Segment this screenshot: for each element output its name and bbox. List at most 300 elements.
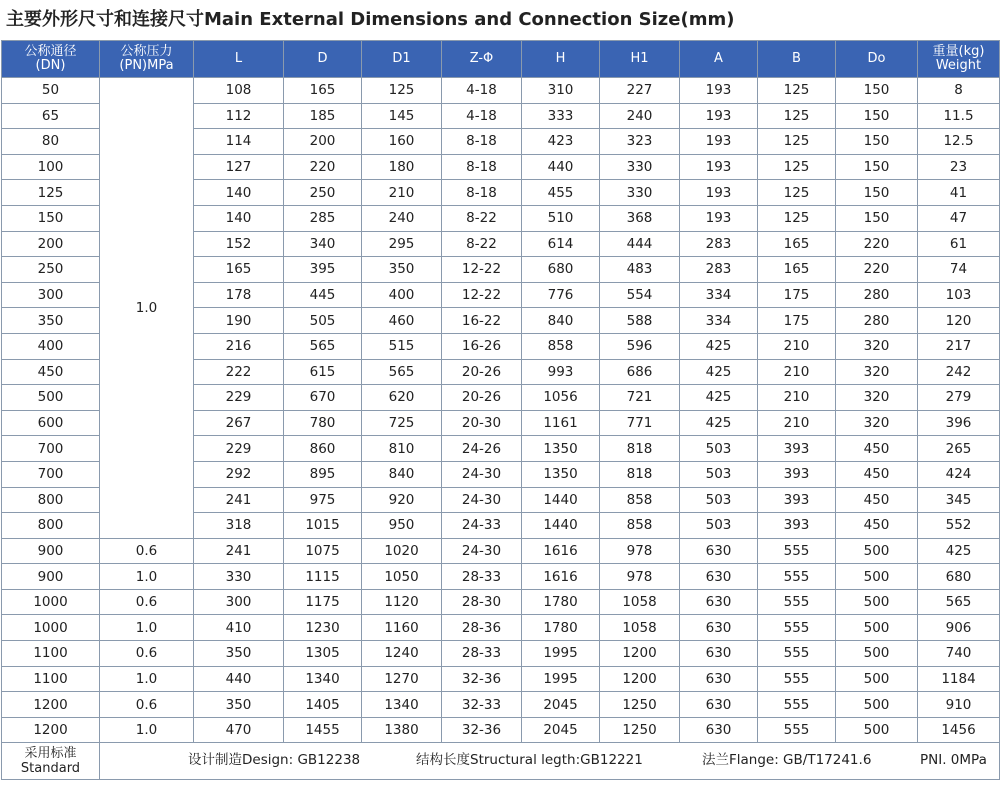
column-header-line: 重量(kg): [932, 44, 985, 59]
table-cell: 450: [836, 513, 918, 539]
table-cell: 222: [194, 359, 284, 385]
table-cell: 596: [600, 333, 680, 359]
table-cell: 334: [680, 308, 758, 334]
table-cell: 503: [680, 513, 758, 539]
table-row: [2, 615, 1000, 641]
table-cell: 1120: [362, 589, 442, 615]
table-cell: 1200: [600, 666, 680, 692]
table-cell: 1440: [522, 487, 600, 513]
table-cell: 320: [836, 359, 918, 385]
table-cell: 8: [918, 78, 1000, 104]
table-cell: 152: [194, 231, 284, 257]
table-cell: 840: [362, 461, 442, 487]
table-cell: 103: [918, 282, 1000, 308]
table-cell: 920: [362, 487, 442, 513]
table-cell: 740: [918, 641, 1000, 667]
table-cell: 450: [836, 436, 918, 462]
table-cell: 345: [918, 487, 1000, 513]
table-cell: 350: [362, 257, 442, 283]
table-cell: 125: [758, 180, 836, 206]
table-cell: 24-30: [442, 538, 522, 564]
table-cell: 1250: [600, 692, 680, 718]
table-cell: 125: [2, 180, 100, 206]
table-cell: 241: [194, 538, 284, 564]
table-cell: 12-22: [442, 257, 522, 283]
table-cell: 450: [836, 487, 918, 513]
column-header-line: H1: [630, 51, 649, 66]
table-cell: 28-33: [442, 564, 522, 590]
table-cell: 229: [194, 436, 284, 462]
table-cell: 24-26: [442, 436, 522, 462]
table-cell: 175: [758, 282, 836, 308]
table-cell: 108: [194, 78, 284, 104]
table-cell: 505: [284, 308, 362, 334]
column-header: [600, 41, 680, 78]
table-cell: 1050: [362, 564, 442, 590]
table-cell: 1250: [600, 717, 680, 743]
table-cell: 165: [758, 257, 836, 283]
table-row: [2, 589, 1000, 615]
table-cell: 858: [600, 487, 680, 513]
table-cell: 500: [836, 717, 918, 743]
standard-label-cn: 采用标准: [24, 746, 77, 762]
table-cell: 80: [2, 129, 100, 155]
table-cell: 1440: [522, 513, 600, 539]
table-cell: 470: [194, 717, 284, 743]
column-header-line: (DN): [35, 58, 66, 73]
table-cell: 500: [836, 538, 918, 564]
table-cell: 500: [836, 666, 918, 692]
table-cell: 500: [836, 641, 918, 667]
table-cell: 333: [522, 103, 600, 129]
table-cell: 503: [680, 461, 758, 487]
table-cell: 1115: [284, 564, 362, 590]
table-cell: 330: [194, 564, 284, 590]
table-cell: 32-36: [442, 666, 522, 692]
column-header: [362, 41, 442, 78]
table-cell: 50: [2, 78, 100, 104]
column-header-line: 公称通径: [24, 44, 77, 59]
table-cell: 23: [918, 154, 1000, 180]
table-cell: 725: [362, 410, 442, 436]
table-cell: 1350: [522, 461, 600, 487]
table-cell: 910: [918, 692, 1000, 718]
table-cell: 178: [194, 282, 284, 308]
table-cell: 20-26: [442, 385, 522, 411]
table-cell: 267: [194, 410, 284, 436]
table-cell: 323: [600, 129, 680, 155]
table-cell: 285: [284, 205, 362, 231]
table-cell: 1015: [284, 513, 362, 539]
table-cell: 1240: [362, 641, 442, 667]
table-cell: 74: [918, 257, 1000, 283]
table-cell: 555: [758, 641, 836, 667]
column-header: [836, 41, 918, 78]
table-cell: 32-33: [442, 692, 522, 718]
table-cell: 1780: [522, 615, 600, 641]
table-cell: 283: [680, 257, 758, 283]
column-header: [522, 41, 600, 78]
table-cell: 300: [2, 282, 100, 308]
table-cell: 630: [680, 538, 758, 564]
table-cell: 61: [918, 231, 1000, 257]
table-cell: 630: [680, 564, 758, 590]
column-header: [758, 41, 836, 78]
table-cell: 0.6: [100, 692, 194, 718]
table-cell: 125: [758, 129, 836, 155]
table-cell: 555: [758, 589, 836, 615]
table-cell: 780: [284, 410, 362, 436]
table-cell: 193: [680, 103, 758, 129]
table-cell: 340: [284, 231, 362, 257]
table-cell: 425: [680, 359, 758, 385]
table-cell: 1020: [362, 538, 442, 564]
table-cell: 630: [680, 589, 758, 615]
table-cell: 1340: [362, 692, 442, 718]
table-cell: 500: [836, 564, 918, 590]
dimensions-table: [1, 40, 1000, 780]
table-cell: 425: [918, 538, 1000, 564]
table-cell: 630: [680, 641, 758, 667]
table-cell: 630: [680, 615, 758, 641]
column-header-line: (PN)MPa: [119, 58, 174, 73]
table-cell: 858: [522, 333, 600, 359]
table-row: [2, 692, 1000, 718]
table-cell: 16-26: [442, 333, 522, 359]
table-row: [2, 538, 1000, 564]
table-cell: 620: [362, 385, 442, 411]
table-cell: 1100: [2, 666, 100, 692]
table-cell: 185: [284, 103, 362, 129]
table-cell: 125: [758, 103, 836, 129]
table-cell: 700: [2, 436, 100, 462]
table-cell: 279: [918, 385, 1000, 411]
table-cell: 180: [362, 154, 442, 180]
table-cell: 503: [680, 436, 758, 462]
table-cell: 220: [836, 257, 918, 283]
table-cell: 28-33: [442, 641, 522, 667]
table-body: [2, 78, 1000, 743]
table-cell: 165: [194, 257, 284, 283]
table-cell: 900: [2, 538, 100, 564]
table-cell: 280: [836, 282, 918, 308]
table-cell: 368: [600, 205, 680, 231]
table-cell: 145: [362, 103, 442, 129]
table-cell: 265: [918, 436, 1000, 462]
table-cell: 150: [2, 205, 100, 231]
table-cell: 1780: [522, 589, 600, 615]
table-cell: 210: [362, 180, 442, 206]
table-cell: 1100: [2, 641, 100, 667]
table-row: [2, 78, 1000, 104]
table-cell: 32-36: [442, 717, 522, 743]
table-cell: 1.0: [100, 666, 194, 692]
standard-label: [2, 743, 100, 780]
table-cell: 565: [284, 333, 362, 359]
column-header: [680, 41, 758, 78]
table-cell: 334: [680, 282, 758, 308]
table-cell: 47: [918, 205, 1000, 231]
table-cell: 393: [758, 487, 836, 513]
table-cell: 193: [680, 180, 758, 206]
table-cell: 1160: [362, 615, 442, 641]
table-cell: 393: [758, 436, 836, 462]
table-cell: 450: [2, 359, 100, 385]
table-row: [2, 666, 1000, 692]
table-cell: 483: [600, 257, 680, 283]
table-cell: 1200: [2, 692, 100, 718]
table-cell: 440: [522, 154, 600, 180]
table-cell: 28-30: [442, 589, 522, 615]
standard-row: [2, 743, 1000, 780]
table-cell: 1.0: [100, 717, 194, 743]
table-cell: 12-22: [442, 282, 522, 308]
table-cell: 320: [836, 333, 918, 359]
table-cell: 503: [680, 487, 758, 513]
table-cell: 555: [758, 717, 836, 743]
table-cell: 165: [284, 78, 362, 104]
table-cell: 395: [284, 257, 362, 283]
table-cell: 1230: [284, 615, 362, 641]
table-cell: 41: [918, 180, 1000, 206]
table-cell: 1161: [522, 410, 600, 436]
column-header-line: A: [714, 51, 723, 66]
table-cell: 1184: [918, 666, 1000, 692]
table-row: [2, 641, 1000, 667]
table-cell: 906: [918, 615, 1000, 641]
table-cell: 125: [362, 78, 442, 104]
table-cell: 242: [918, 359, 1000, 385]
table-cell: 393: [758, 461, 836, 487]
table-cell: 440: [194, 666, 284, 692]
table-cell: 292: [194, 461, 284, 487]
table-cell: 555: [758, 615, 836, 641]
table-cell: 840: [522, 308, 600, 334]
table-cell: 4-18: [442, 78, 522, 104]
table-cell: 393: [758, 513, 836, 539]
table-cell: 1000: [2, 615, 100, 641]
table-cell: 1616: [522, 564, 600, 590]
table-cell: 330: [600, 154, 680, 180]
table-cell: 227: [600, 78, 680, 104]
standard-label-en: Standard: [20, 761, 81, 777]
table-cell: 993: [522, 359, 600, 385]
table-cell: 552: [918, 513, 1000, 539]
table-cell: 818: [600, 461, 680, 487]
standard-design: 设计制造Design: GB12238: [188, 752, 361, 769]
table-cell: 565: [362, 359, 442, 385]
table-cell: 300: [194, 589, 284, 615]
table-cell: 65: [2, 103, 100, 129]
page-title: 主要外形尺寸和连接尺寸Main External Dimensions and Connection Size(mm): [6, 9, 735, 30]
table-cell: 818: [600, 436, 680, 462]
table-cell: 1616: [522, 538, 600, 564]
table-cell: 555: [758, 692, 836, 718]
table-cell: 425: [680, 333, 758, 359]
table-cell: 2045: [522, 692, 600, 718]
table-cell: 425: [680, 410, 758, 436]
table-cell: 500: [836, 589, 918, 615]
table-cell: 193: [680, 129, 758, 155]
table-cell: 100: [2, 154, 100, 180]
table-cell: 1350: [522, 436, 600, 462]
table-cell: 150: [836, 78, 918, 104]
table-cell: 978: [600, 538, 680, 564]
table-cell: 400: [2, 333, 100, 359]
table-cell: 193: [680, 205, 758, 231]
table-cell: 975: [284, 487, 362, 513]
table-cell: 150: [836, 205, 918, 231]
table-cell: 200: [2, 231, 100, 257]
table-cell-pn-merged: 1.0: [100, 78, 194, 539]
table-cell: 0.6: [100, 538, 194, 564]
table-row: [2, 717, 1000, 743]
table-cell: 220: [284, 154, 362, 180]
table-header-row: [2, 41, 1000, 78]
column-header-line: D1: [392, 51, 411, 66]
table-cell: 460: [362, 308, 442, 334]
table-cell: 250: [2, 257, 100, 283]
table-cell: 423: [522, 129, 600, 155]
table-cell: 140: [194, 205, 284, 231]
table-cell: 28-36: [442, 615, 522, 641]
table-cell: 670: [284, 385, 362, 411]
table-cell: 125: [758, 205, 836, 231]
table-cell: 216: [194, 333, 284, 359]
table-cell: 1.0: [100, 564, 194, 590]
table-cell: 500: [836, 615, 918, 641]
table-cell: 0.6: [100, 589, 194, 615]
table-cell: 210: [758, 333, 836, 359]
table-cell: 686: [600, 359, 680, 385]
table-cell: 776: [522, 282, 600, 308]
table-cell: 1455: [284, 717, 362, 743]
table-cell: 1380: [362, 717, 442, 743]
table-cell: 895: [284, 461, 362, 487]
table-cell: 250: [284, 180, 362, 206]
table-cell: 630: [680, 666, 758, 692]
table-cell: 500: [836, 692, 918, 718]
table-cell: 24-33: [442, 513, 522, 539]
table-cell: 150: [836, 103, 918, 129]
table-cell: 350: [2, 308, 100, 334]
table-cell: 125: [758, 78, 836, 104]
table-cell: 210: [758, 385, 836, 411]
table-cell: 24-30: [442, 461, 522, 487]
table-cell: 630: [680, 692, 758, 718]
table-cell: 350: [194, 692, 284, 718]
table-cell: 350: [194, 641, 284, 667]
table-cell: 721: [600, 385, 680, 411]
table-cell: 4-18: [442, 103, 522, 129]
standard-flange: 法兰Flange: GB/T17241.6: [702, 752, 872, 769]
table-cell: 112: [194, 103, 284, 129]
table-cell: 240: [600, 103, 680, 129]
table-cell: 450: [836, 461, 918, 487]
table-cell: 240: [362, 205, 442, 231]
table-cell: 1058: [600, 589, 680, 615]
table-cell: 295: [362, 231, 442, 257]
table-cell: 1200: [2, 717, 100, 743]
table-cell: 510: [522, 205, 600, 231]
table-cell: 444: [600, 231, 680, 257]
table-cell: 900: [2, 564, 100, 590]
column-header-line: H: [555, 51, 566, 66]
table-cell: 165: [758, 231, 836, 257]
table-cell: 396: [918, 410, 1000, 436]
table-cell: 425: [680, 385, 758, 411]
table-cell: 1305: [284, 641, 362, 667]
table-cell: 1175: [284, 589, 362, 615]
table-cell: 1200: [600, 641, 680, 667]
table-cell: 16-22: [442, 308, 522, 334]
table-cell: 400: [362, 282, 442, 308]
column-header-line: Do: [867, 51, 886, 66]
table-cell: 283: [680, 231, 758, 257]
table-cell: 220: [836, 231, 918, 257]
table-cell: 565: [918, 589, 1000, 615]
table-cell: 700: [2, 461, 100, 487]
table-cell: 555: [758, 538, 836, 564]
table-cell: 8-22: [442, 205, 522, 231]
table-cell: 120: [918, 308, 1000, 334]
table-cell: 410: [194, 615, 284, 641]
table-cell: 8-18: [442, 180, 522, 206]
table-cell: 193: [680, 154, 758, 180]
table-cell: 8-18: [442, 129, 522, 155]
table-cell: 127: [194, 154, 284, 180]
table-cell: 680: [918, 564, 1000, 590]
table-cell: 310: [522, 78, 600, 104]
table-cell: 1.0: [100, 615, 194, 641]
table-cell: 241: [194, 487, 284, 513]
table-cell: 858: [600, 513, 680, 539]
table-cell: 320: [836, 410, 918, 436]
table-cell: 210: [758, 410, 836, 436]
table-cell: 1270: [362, 666, 442, 692]
table-cell: 1058: [600, 615, 680, 641]
table-cell: 20-30: [442, 410, 522, 436]
table-cell: 125: [758, 154, 836, 180]
table-cell: 193: [680, 78, 758, 104]
table-cell: 860: [284, 436, 362, 462]
table-cell: 11.5: [918, 103, 1000, 129]
table-cell: 229: [194, 385, 284, 411]
table-cell: 330: [600, 180, 680, 206]
table-cell: 1075: [284, 538, 362, 564]
table-cell: 615: [284, 359, 362, 385]
table-cell: 500: [2, 385, 100, 411]
table-cell: 318: [194, 513, 284, 539]
table-cell: 280: [836, 308, 918, 334]
table-cell: 555: [758, 666, 836, 692]
column-header-line: D: [317, 51, 328, 66]
table-cell: 160: [362, 129, 442, 155]
table-cell: 424: [918, 461, 1000, 487]
table-cell: 950: [362, 513, 442, 539]
table-cell: 515: [362, 333, 442, 359]
table-cell: 800: [2, 513, 100, 539]
table-cell: 8-22: [442, 231, 522, 257]
table-cell: 600: [2, 410, 100, 436]
table-cell: 1995: [522, 641, 600, 667]
column-header: [918, 41, 1000, 78]
column-header-line: 公称压力: [120, 44, 173, 59]
table-cell: 150: [836, 129, 918, 155]
table-cell: 200: [284, 129, 362, 155]
table-cell: 1995: [522, 666, 600, 692]
table-cell: 1000: [2, 589, 100, 615]
